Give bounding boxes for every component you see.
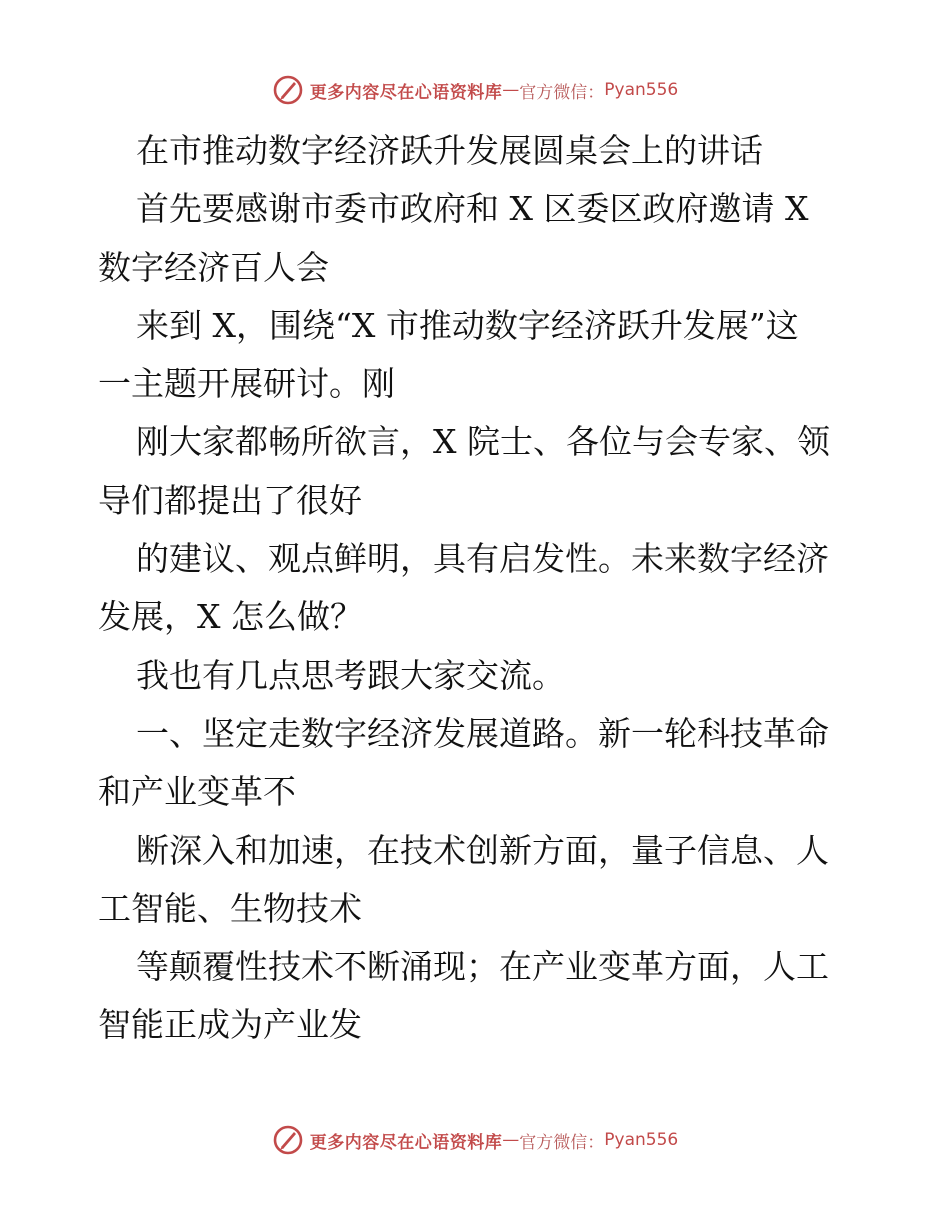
watermark-text: 更多内容尽在心语资料库 (309, 1132, 503, 1153)
text-line: 智能正成为产业发 (98, 1005, 362, 1045)
text-line: 来到 X，围绕“X 市推动数字经济跃升发展”这 (136, 305, 799, 345)
text-line: 数字经济百人会 (98, 247, 329, 287)
document-title: 在市推动数字经济跃升发展圆桌会上的讲话 (136, 131, 763, 170)
text-line: 的建议、观点鲜明，具有启发性。未来数字经济 (136, 539, 829, 579)
text-line: 断深入和加速，在技术创新方面，量子信息、人 (136, 830, 829, 870)
document-body (98, 122, 858, 1055)
text-line: 工智能、生物技术 (98, 888, 362, 928)
text-line: 导们都提出了很好 (98, 480, 362, 520)
text-line: 发展，X 怎么做？ (98, 597, 363, 637)
text-line: 刚大家都畅所欲言，X 院士、各位与会专家、领 (136, 422, 830, 462)
quill-seal-icon (272, 1124, 304, 1156)
text-line: 一主题开展研讨。刚 (98, 364, 395, 404)
watermark-wechat-label: 官方微信： (519, 82, 605, 103)
quill-seal-icon (272, 74, 304, 106)
watermark-wechat-label: 官方微信： (519, 1132, 605, 1153)
text-line: 一、坚定走数字经济发展道路。新一轮科技革命 (136, 713, 829, 753)
watermark-separator: — (502, 1130, 520, 1150)
header-watermark (0, 70, 950, 110)
footer-watermark (0, 1120, 950, 1160)
text-line: 和产业变革不 (98, 772, 296, 812)
watermark-wechat-id: Pyan556 (604, 1130, 679, 1150)
text-line: 等颠覆性技术不断涌现；在产业变革方面，人工 (136, 947, 829, 987)
watermark-separator: — (502, 80, 520, 100)
text-line: 我也有几点思考跟大家交流。 (136, 655, 565, 695)
watermark-text: 更多内容尽在心语资料库 (309, 82, 503, 103)
text-line: 首先要感谢市委市政府和 X 区委区政府邀请 X (136, 189, 809, 229)
watermark-wechat-id: Pyan556 (604, 80, 679, 100)
